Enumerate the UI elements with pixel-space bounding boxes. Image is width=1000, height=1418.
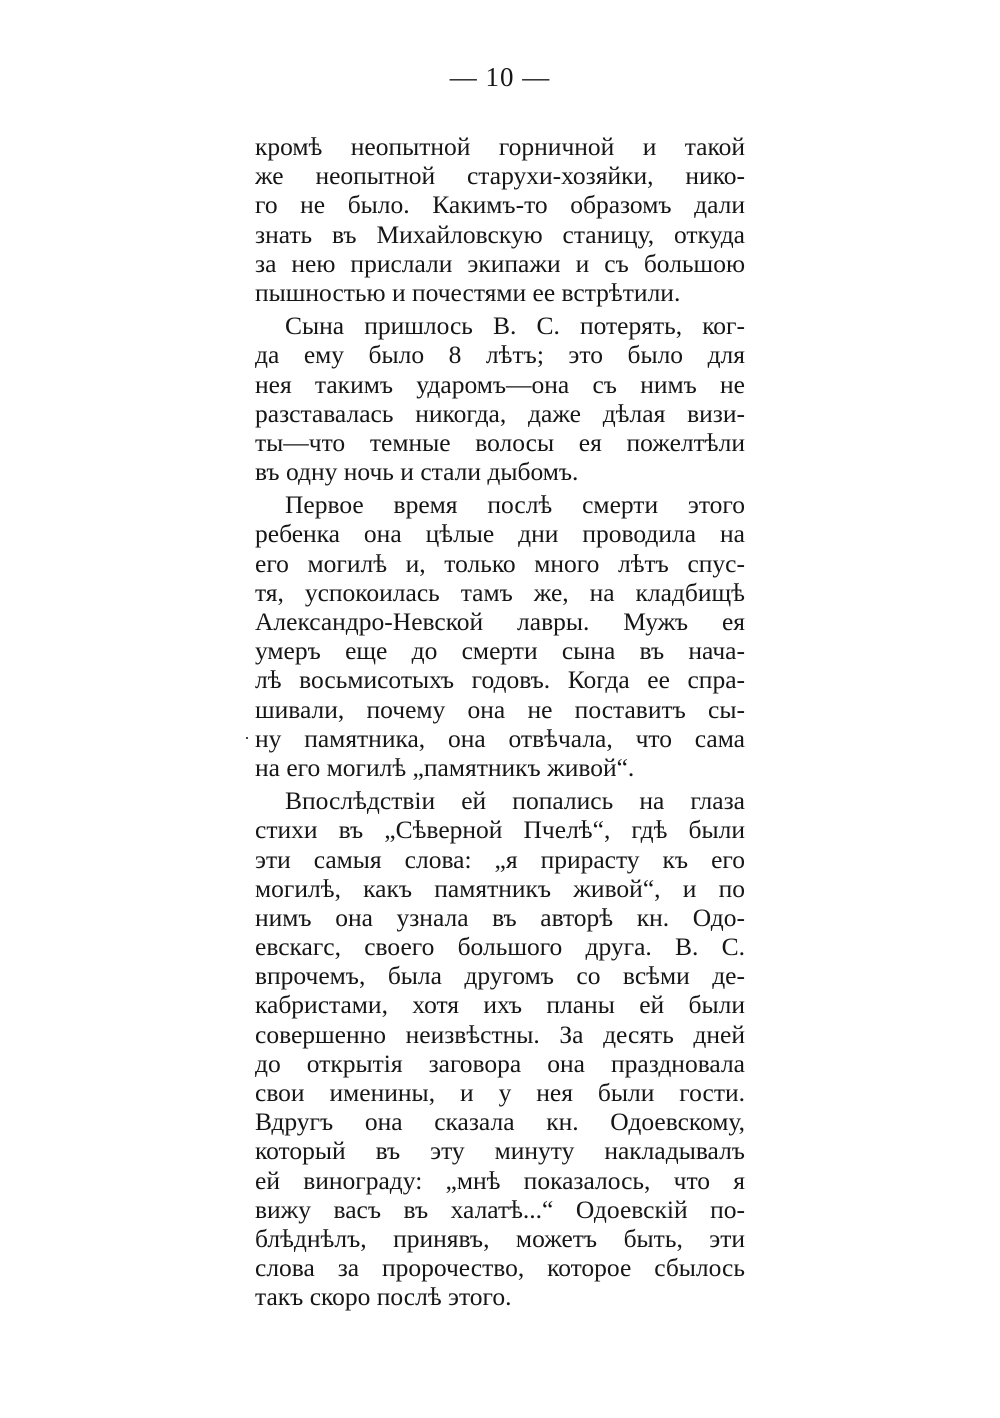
text-line: до открытія заговора она праздновала — [255, 1048, 745, 1078]
text-line: пышностью и почестями ее встрѣтили. — [255, 277, 681, 307]
print-speck — [246, 737, 248, 739]
text-line: впрочемъ, была другомъ со всѣми де- — [255, 961, 745, 991]
text-line: могилѣ, какъ памятникъ живой“, и по — [255, 873, 745, 903]
text-line: евскагс, своего большого друга. В. С. — [255, 932, 745, 962]
text-line: стихи въ „Сѣверной Пчелѣ“, гдѣ были — [255, 815, 745, 845]
text-line: Александро-Невской лавры. Мужъ ея — [255, 607, 745, 636]
text-line: такъ скоро послѣ этого. — [255, 1282, 512, 1312]
text-line: Сына пришлось В. С. потерять, ког- — [285, 311, 745, 341]
text-line: да ему было 8 лѣтъ; это было для — [255, 340, 745, 370]
text-line: Первое время послѣ смерти этого — [285, 490, 745, 520]
text-line: вижу васъ въ халатѣ...“ Одоевскій по- — [255, 1194, 745, 1224]
text-line: ты—что темные волосы ея пожелтѣли — [255, 427, 745, 457]
text-line: тя, успокоилась тамъ же, на кладбищѣ — [255, 577, 745, 607]
paragraph-1 — [255, 132, 745, 307]
text-line: же неопытной старухи-хозяйки, нико- — [255, 161, 745, 191]
text-line: за нею прислали экипажи и съ большою — [255, 248, 745, 278]
text-line: кабристами, хотя ихъ планы ей были — [255, 990, 745, 1020]
text-line: на его могилѣ „памятникъ живой“. — [255, 752, 635, 782]
text-line: въ одну ночь и стали дыбомъ. — [255, 457, 579, 487]
text-line: свои именины, и у нея были гости. — [255, 1078, 745, 1107]
text-line: лѣ восьмисотыхъ годовъ. Когда ее спра- — [255, 665, 745, 695]
page-number: — 10 — — [449, 62, 551, 92]
paragraph-3 — [255, 490, 745, 782]
text-line: который въ эту минуту накладывалъ — [255, 1136, 745, 1166]
paragraph-4 — [255, 786, 745, 1311]
text-line: Вдругъ она сказала кн. Одоевскому, — [255, 1107, 745, 1137]
text-line: Впослѣдствіи ей попались на глаза — [285, 786, 745, 816]
text-line: совершенно неизвѣстны. За десять дней — [255, 1019, 745, 1049]
text-line: знать въ Михайловскую станицу, откуда — [255, 219, 745, 249]
text-line: ребенка она цѣлые дни проводила на — [255, 519, 745, 549]
text-line: нимъ она узнала въ авторѣ кн. Одо- — [255, 902, 745, 932]
text-line: разставалась никогда, даже дѣлая визи- — [255, 398, 745, 428]
text-line: умеръ еще до смерти сына въ нача- — [255, 636, 745, 666]
text-line: го не было. Какимъ-то образомъ дали — [255, 190, 745, 220]
text-line: его могилѣ и, только много лѣтъ спус- — [255, 548, 745, 578]
text-line: нея такимъ ударомъ—она съ нимъ не — [255, 369, 745, 399]
paragraph-2 — [255, 311, 745, 486]
text-line: кромѣ неопытной горничной и такой — [255, 132, 745, 161]
text-line: ей винограду: „мнѣ показалось, что я — [255, 1165, 745, 1195]
text-line: слова за пророчество, которое сбылось — [255, 1253, 745, 1283]
text-line: ну памятника, она отвѣчала, что сама — [255, 723, 745, 753]
body-text — [255, 132, 745, 1312]
text-line: блѣднѣлъ, принявъ, можетъ быть, эти — [255, 1223, 745, 1253]
text-line: шивали, почему она не поставитъ сы- — [255, 694, 745, 724]
text-line: эти самыя слова: „я прирасту къ его — [255, 844, 745, 874]
